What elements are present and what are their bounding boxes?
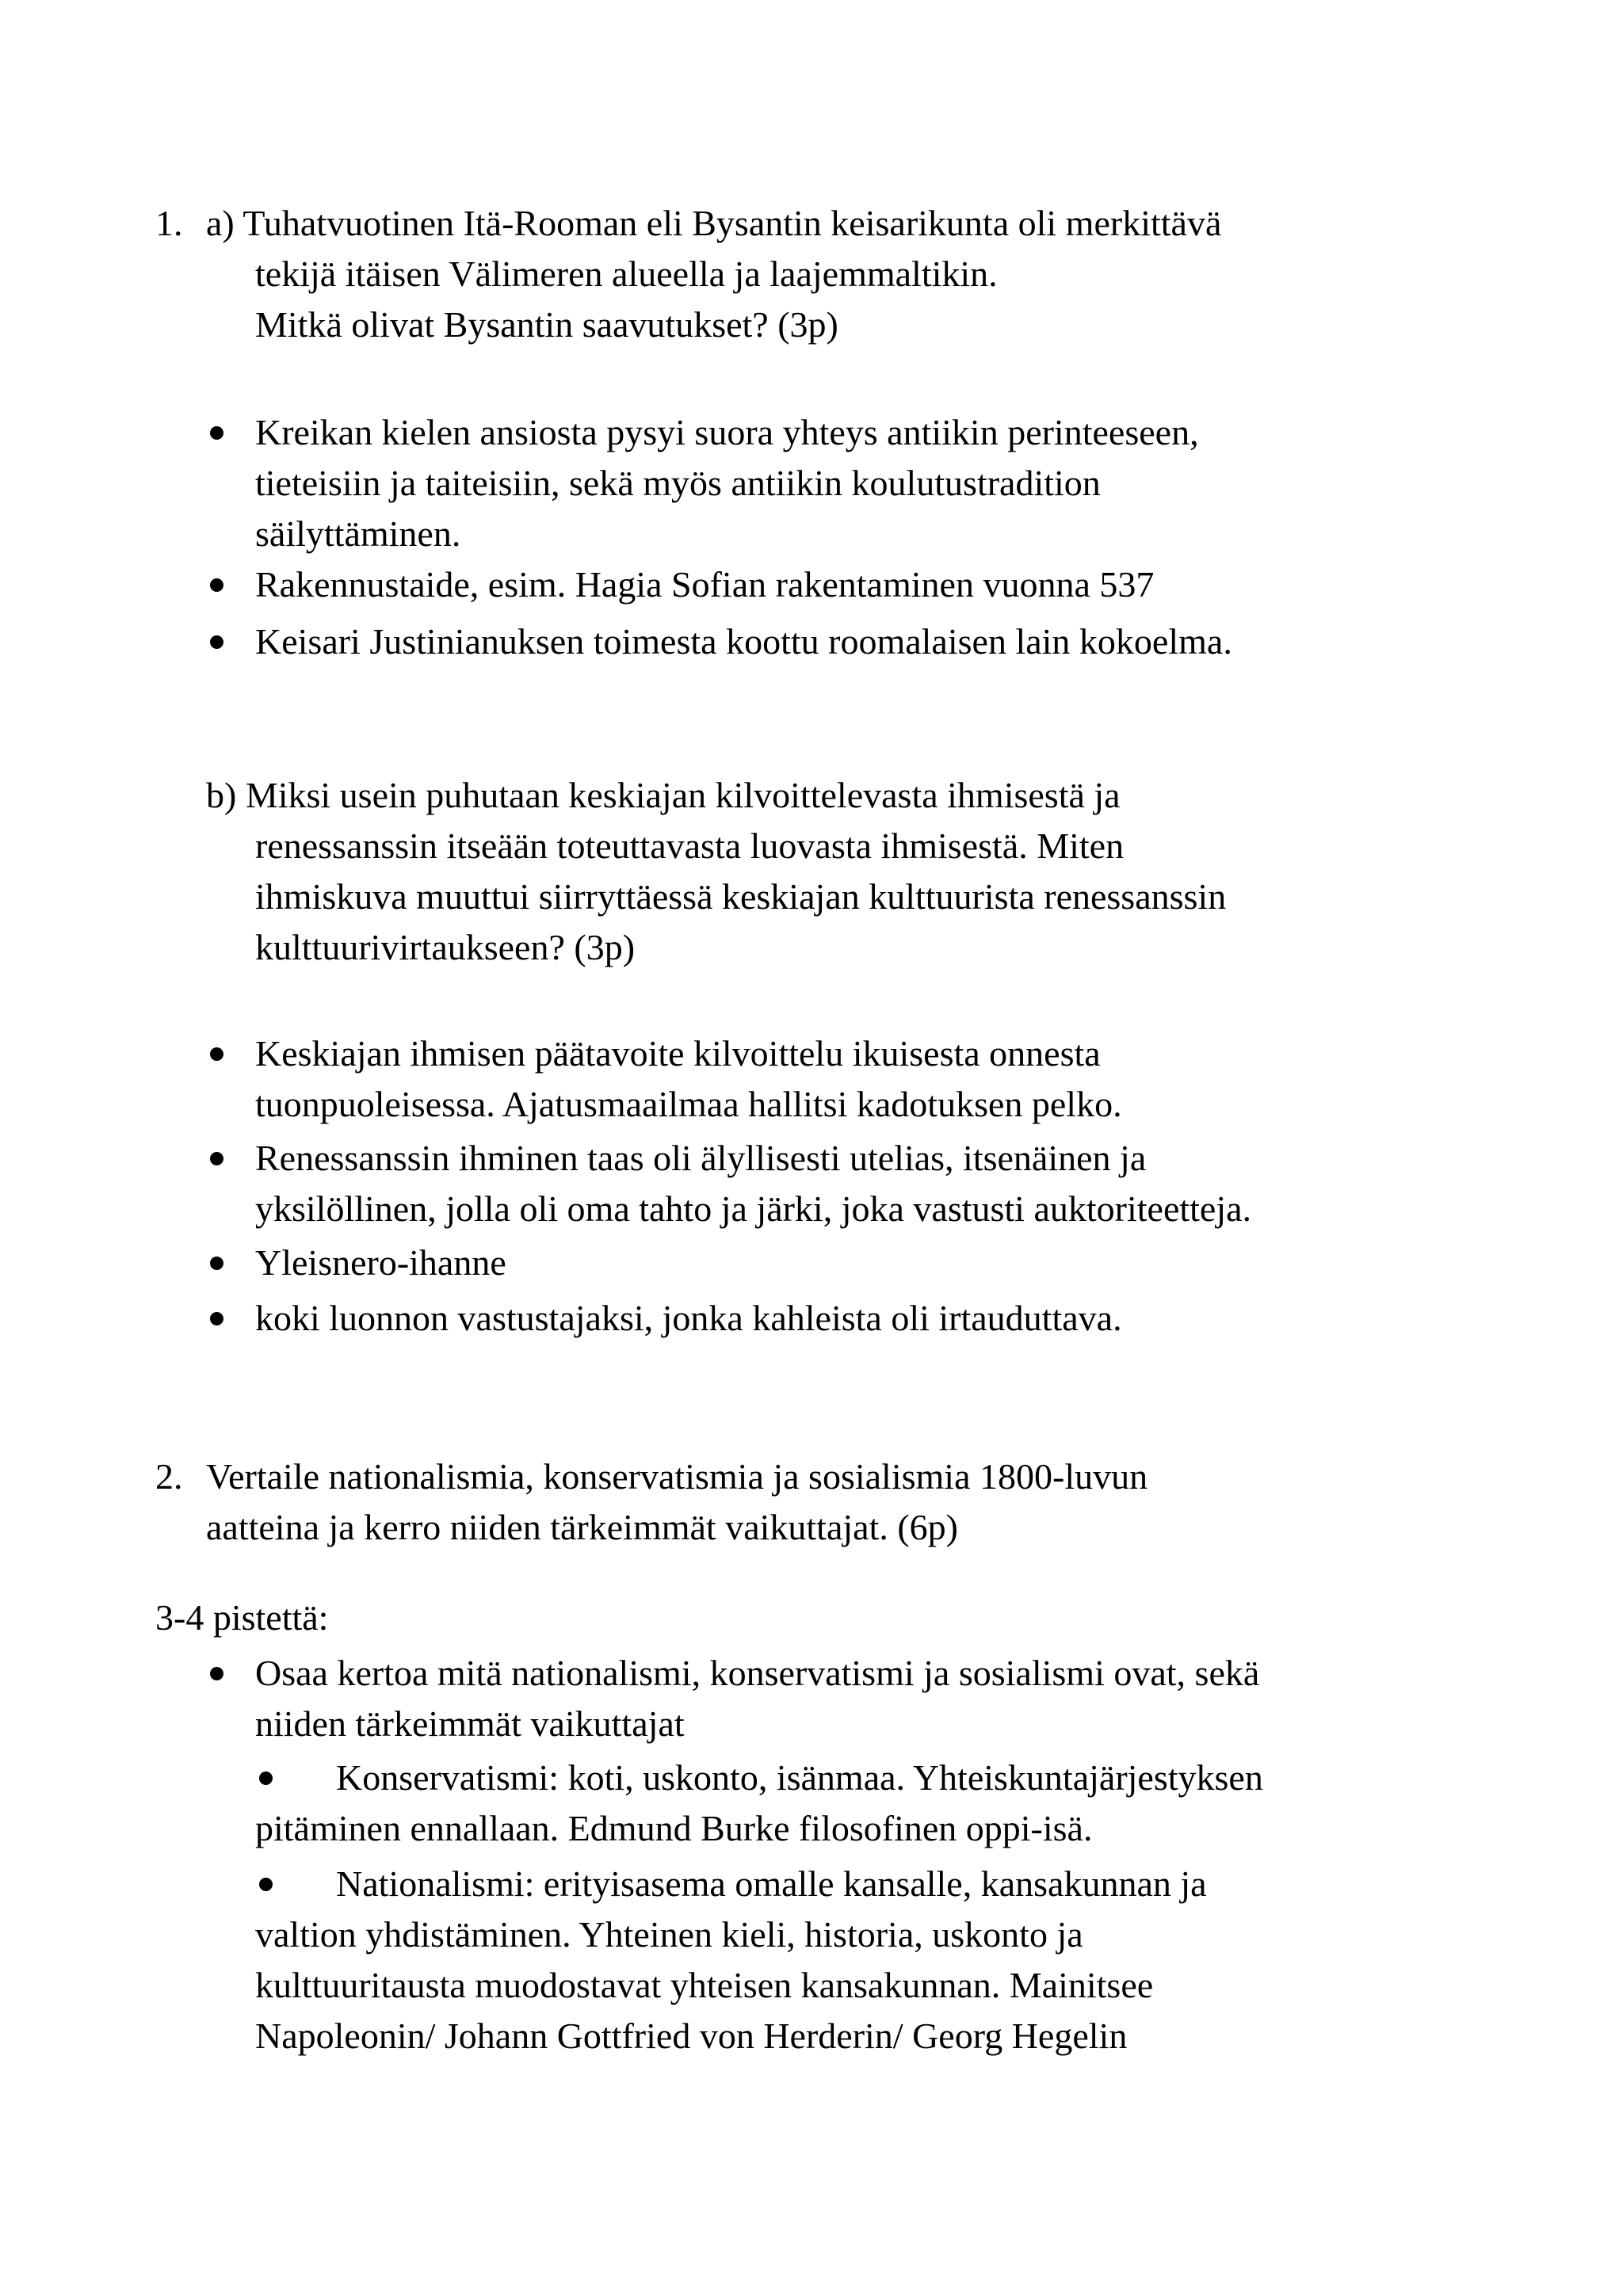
answer-2-sub-bullet-2-line-2: valtion yhdistäminen. Yhteinen kieli, historia, uskonto ja [255,1914,1083,1955]
answer-2-main-bullet-line-2: niiden tärkeimmät vaikuttajat [255,1703,685,1744]
answer-2-sub-bullet-2-line-4: Napoleonin/ Johann Gottfried von Herderin/ Georg Hegelin [255,2016,1128,2056]
answer-1b-bullet-1-line-2: tuonpuoleisessa. Ajatusmaailmaa hallitsi kadotuksen pelko. [255,1084,1122,1124]
answer-1b-bullet-3: Yleisnero-ihanne [255,1242,506,1283]
answer-1b-bullet-2-line-2: yksilöllinen, jolla oli oma tahto ja järki, joka vastusti auktoriteetteja. [255,1188,1252,1229]
score-heading: 3-4 pistettä: [155,1597,329,1638]
bullet-icon [210,426,223,440]
bullet-icon [259,1878,273,1891]
answer-1a-bullet-3: Keisari Justinianuksen toimesta koottu roomalaisen lain kokoelma. [255,621,1232,662]
question-1b-prompt-line-1: b) Miksi usein puhutaan keskiajan kilvoittelevasta ihmisestä ja [206,775,1121,815]
bullet-icon [210,1257,223,1270]
question-1-number: 1. [155,203,183,243]
answer-2-sub-bullet-2-line-1: Nationalismi: erityisasema omalle kansalle, kansakunnan ja [336,1863,1207,1904]
answer-2-main-bullet-line-1: Osaa kertoa mitä nationalismi, konservatismi ja sosialismi ovat, sekä [255,1653,1260,1693]
bullet-icon [259,1772,273,1785]
bullet-icon [210,1152,223,1165]
bullet-icon [210,1667,223,1680]
bullet-icon [210,1312,223,1325]
question-1a-prompt-line-2: tekijä itäisen Välimeren alueella ja laajemmaltikin. [255,254,998,294]
answer-1b-bullet-1-line-1: Keskiajan ihmisen päätavoite kilvoittelu ikuisesta onnesta [255,1033,1101,1074]
answer-1a-bullet-1-line-1: Kreikan kielen ansiosta pysyi suora yhteys antiikin perinteeseen, [255,412,1199,452]
question-2-number: 2. [155,1456,183,1497]
question-1b-prompt-line-4: kulttuurivirtaukseen? (3p) [255,927,636,967]
answer-1b-bullet-4: koki luonnon vastustajaksi, jonka kahleista oli irtauduttava. [255,1298,1122,1338]
question-2-prompt-line-2: aatteina ja kerro niiden tärkeimmät vaikuttajat. (6p) [206,1507,958,1547]
answer-2-sub-bullet-1-line-1: Konservatismi: koti, uskonto, isänmaa. Yhteiskuntajärjestyksen [336,1757,1263,1798]
bullet-icon [210,1047,223,1061]
answer-1a-bullet-2: Rakennustaide, esim. Hagia Sofian rakentaminen vuonna 537 [255,564,1155,605]
question-2-prompt-line-1: Vertaile nationalismia, konservatismia ja sosialismia 1800-luvun [206,1456,1148,1497]
bullet-icon [210,635,223,649]
answer-1b-bullet-2-line-1: Renessanssin ihminen taas oli älyllisesti utelias, itsenäinen ja [255,1138,1147,1178]
answer-2-sub-bullet-1-line-2: pitäminen ennallaan. Edmund Burke filosofinen oppi-isä. [255,1808,1093,1848]
answer-2-sub-bullet-2-line-3: kulttuuritausta muodostavat yhteisen kansakunnan. Mainitsee [255,1965,1154,2005]
question-1a-prompt-line-1: a) Tuhatvuotinen Itä-Rooman eli Bysantin keisarikunta oli merkittävä [206,203,1222,243]
bullet-icon [210,578,223,592]
answer-1a-bullet-1-line-2: tieteisiin ja taiteisiin, sekä myös antiikin koulutustradition [255,463,1101,503]
question-1a-prompt-line-3: Mitkä olivat Bysantin saavutukset? (3p) [255,304,838,345]
answer-1a-bullet-1-line-3: säilyttäminen. [255,513,461,554]
question-1b-prompt-line-2: renessanssin itseään toteuttavasta luovasta ihmisestä. Miten [255,826,1125,866]
question-1b-prompt-line-3: ihmiskuva muuttui siirryttäessä keskiajan kulttuurista renessanssin [255,876,1227,917]
